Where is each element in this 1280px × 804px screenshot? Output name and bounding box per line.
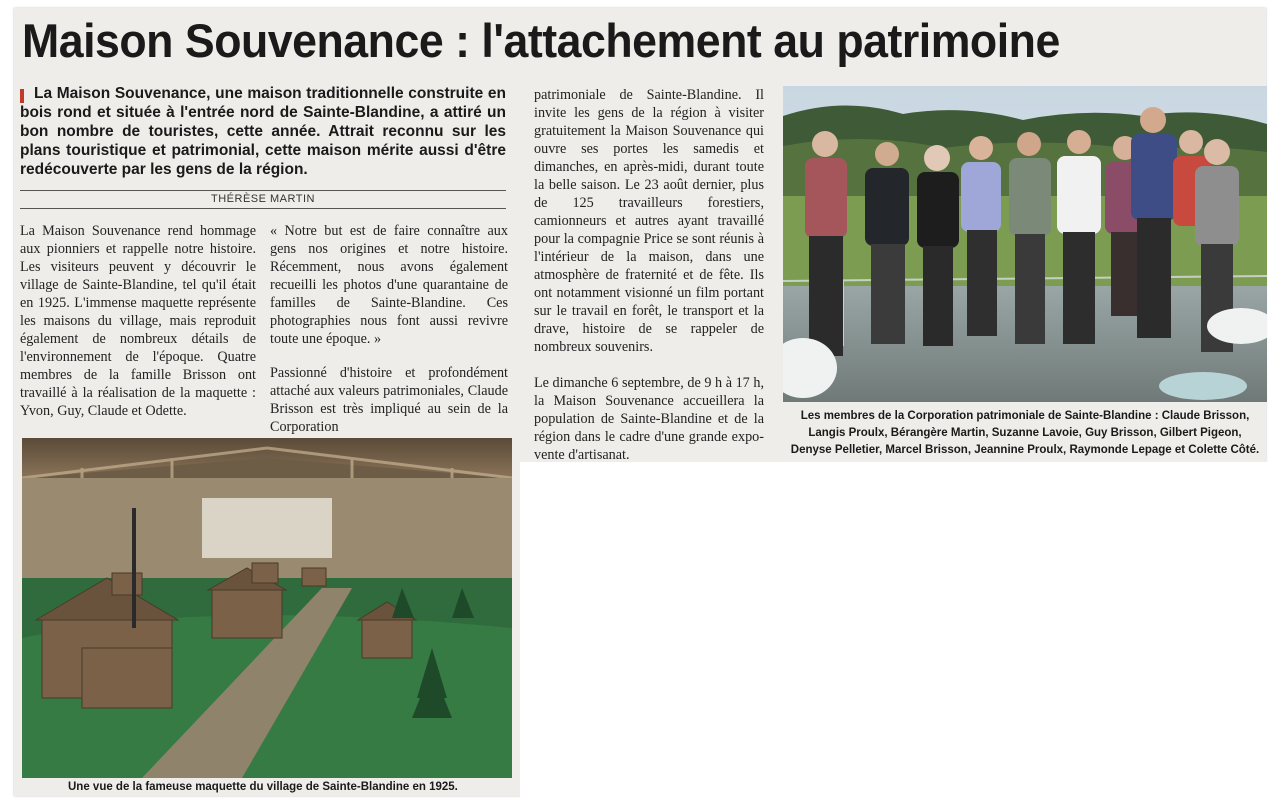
article-headline: Maison Souvenance : l'attachement au patrimoine (22, 14, 1060, 67)
article-column-1 (20, 222, 256, 436)
lede-text: La Maison Souvenance, une maison traditionnelle construite en bois rond et située à l'entrée nord de Sainte-Blandine, a attiré un bon nombre de touristes, cette année. Attrait reconnu sur les plans touristique et patrimonial, cette maison mérite aussi d'être redécouverte par les gens de la région. (20, 85, 506, 178)
byline-rule-top (20, 190, 506, 191)
column-2-paragraph-1: « Notre but est de faire connaître aux gens nos origines et notre histoire. Récemment, nous avons également recueilli les photos d'une quarantaine de familles de Sainte-Blandine. Ces photographies nous font aussi revivre toute une époque. » (270, 223, 508, 347)
byline-rule-bottom (20, 208, 506, 209)
group-photo-image (783, 86, 1267, 402)
article-byline: THÉRÈSE MARTIN (211, 193, 315, 205)
article-column-3 (534, 86, 764, 482)
blank-area (520, 462, 1280, 804)
article-column-2 (270, 222, 508, 452)
group-photo (783, 86, 1267, 402)
article-lede (20, 84, 506, 179)
model-village-image (22, 438, 512, 778)
column-1-paragraph: La Maison Souvenance rend hommage aux pionniers et rappelle notre histoire. Les visiteurs peuvent y découvrir le village de Sainte-Blandine, tel qu'il était en 1925. L'immense maquette représente les maisons du village, mais reproduit également de nombreux détails de l'environnement de l'époque. Quatre membres de la famille Brisson ont travaillé à la réalisation de la maquette : Yvon, Guy, Claude et Odette. (20, 223, 256, 419)
column-3-paragraph-2: Le dimanche 6 septembre, de 9 h à 17 h, la Maison Souvenance accueillera la population de Sainte-Blandine et de la région dans le cadre d'une grande expo-vente d'artisanat. (534, 375, 764, 463)
column-3-paragraph-1: patrimoniale de Sainte-Blandine. Il invite les gens de la région à visiter gratuitement la Maison Souvenance qui ouvre ses portes les samedis et dimanches, en après-midi, durant toute la belle saison. Le 23 août dernier, plus de 125 travailleurs forestiers, camionneurs et autres ayant travaillé pour la compagnie Price se sont réunis à l'intérieur de la maison, dans une atmosphère de fraternité et de fête. Ils ont notamment visionné un film portant sur le travail en forêt, le transport et la drave, histoire de se rappeler de nombreux souvenirs. (534, 87, 764, 355)
model-village-caption: Une vue de la fameuse maquette du village de Sainte-Blandine en 1925. (68, 781, 458, 793)
group-photo-caption: Les membres de la Corporation patrimoniale de Sainte-Blandine : Claude Brisson, Langis Proulx, Bérangère Martin, Suzanne Lavoie, Guy Brisson, Gilbert Pigeon, Denyse Pelletier, Marcel Brisson, Jeannine Proulx, Raymonde Lepage et Colette Côté. (790, 410, 1260, 456)
model-village-photo (22, 438, 512, 778)
column-2-paragraph-2: Passionné d'histoire et profondément attaché aux valeurs patrimoniales, Claude Brisson est très impliqué au sein de la Corporation (270, 365, 508, 435)
